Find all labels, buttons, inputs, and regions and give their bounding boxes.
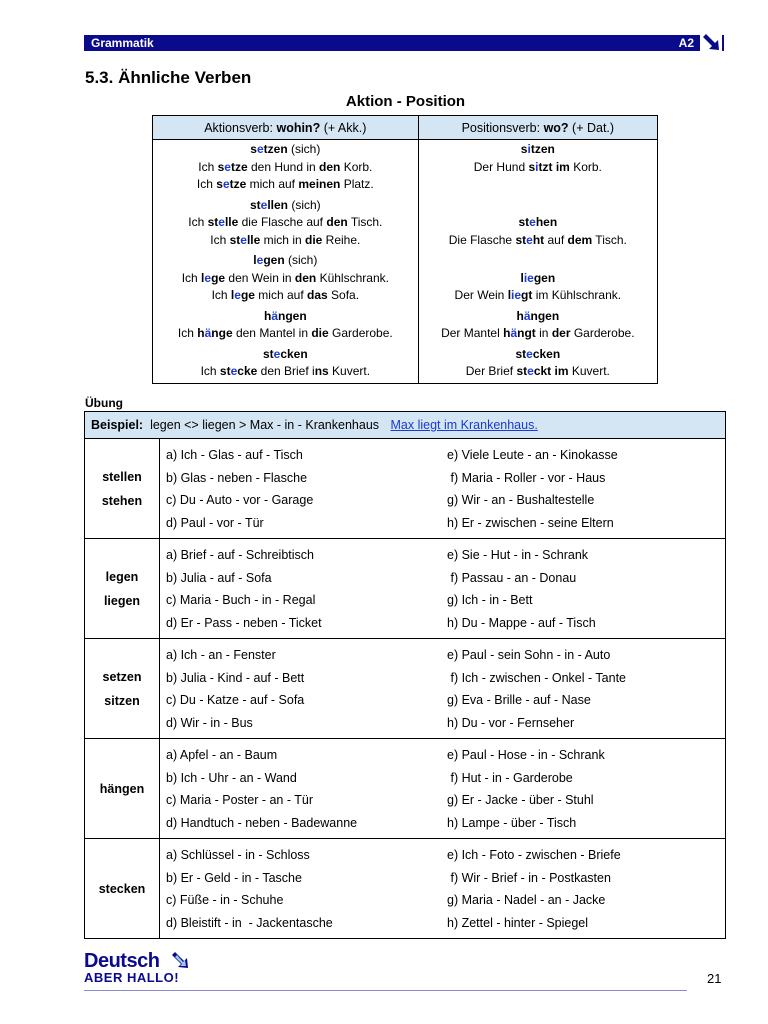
exercise-item: h) Er - zwischen - seine Eltern <box>447 515 614 530</box>
verb-line: Der Mantel hängt in der Garderobe. <box>441 326 635 340</box>
verb-pair-row <box>153 196 658 252</box>
verb-comparison-table <box>152 115 658 384</box>
exercise-item: e) Ich - Foto - zwischen - Briefe <box>447 848 621 862</box>
verb-line: hängen <box>516 308 560 323</box>
position-verb-cell <box>418 251 657 307</box>
exercise-item: d) Paul - vor - Tür <box>166 515 264 530</box>
verb-line: setzen (sich) <box>250 142 321 156</box>
exercise-verb: hängen <box>99 781 145 796</box>
exercise-group-row <box>85 439 726 539</box>
verb-line: stehen <box>518 215 558 229</box>
exercise-verb: sitzen <box>104 693 140 708</box>
exercise-table <box>84 411 726 939</box>
exercise-verbs-cell <box>85 639 160 739</box>
verb-line: Ich stelle die Flasche auf den Tisch. <box>188 215 383 229</box>
exercise-label: Übung <box>85 396 123 410</box>
table-subtitle: Aktion - Position <box>345 93 466 110</box>
exercise-item: f) Hut - in - Garderobe <box>447 770 573 785</box>
exercise-group-row <box>85 639 726 739</box>
verb-line: Der Hund sitzt im Korb. <box>473 159 602 174</box>
exercise-verb: stecken <box>98 881 146 896</box>
pointer-arrow-icon <box>700 33 722 53</box>
exercise-item: h) Zettel - hinter - Spiegel <box>447 915 589 930</box>
exercise-item: g) Er - Jacke - über - Stuhl <box>447 793 594 807</box>
exercise-item: c) Maria - Poster - an - Tür <box>166 793 314 807</box>
exercise-items-cell <box>160 439 726 539</box>
exercise-verb: legen <box>105 569 139 584</box>
exercise-item: b) Julia - auf - Sofa <box>166 570 272 585</box>
exercise-item: e) Paul - sein Sohn - in - Auto <box>447 648 611 662</box>
exercise-item: a) Ich - Glas - auf - Tisch <box>166 448 303 462</box>
verb-line: Der Wein liegt im Kühlschrank. <box>454 288 622 302</box>
section-header-bar <box>84 35 724 51</box>
exercise-items-cell <box>160 839 726 939</box>
exercise-item: b) Julia - Kind - auf - Bett <box>166 670 305 685</box>
logo-arrow-icon <box>170 952 190 972</box>
exercise-item: h) Du - vor - Fernseher <box>447 715 575 730</box>
action-verb-cell <box>153 345 419 384</box>
exercise-item: b) Er - Geld - in - Tasche <box>166 870 302 885</box>
verb-line: Der Brief steckt im Kuvert. <box>465 364 610 378</box>
verb-line: Ich stecke den Brief ins Kuvert. <box>200 364 371 378</box>
exercise-group-row <box>85 739 726 839</box>
verb-line <box>419 197 657 215</box>
verb-line: Ich stelle mich in die Reihe. <box>210 232 361 247</box>
position-verb-cell <box>418 196 657 252</box>
exercise-item: c) Füße - in - Schuhe <box>166 893 284 907</box>
exercise-item: h) Du - Mappe - auf - Tisch <box>447 615 596 630</box>
exercise-verbs-cell <box>85 739 160 839</box>
example-text: legen <> liegen > Max - in - Krankenhaus <box>150 418 380 432</box>
exercise-item: e) Paul - Hose - in - Schrank <box>447 748 605 762</box>
position-verb-cell <box>418 140 657 196</box>
exercise-item: c) Maria - Buch - in - Regal <box>166 593 316 607</box>
level-label: A2 <box>678 36 694 50</box>
example-answer-link[interactable]: Max liegt im Krankenhaus. <box>390 418 538 432</box>
verb-line <box>419 252 657 270</box>
exercise-item: g) Ich - in - Bett <box>447 593 533 607</box>
exercise-item: g) Maria - Nadel - an - Jacke <box>447 893 606 907</box>
exercise-items-cell <box>160 539 726 639</box>
page-title: 5.3. Ähnliche Verben <box>85 68 252 87</box>
exercise-verbs-cell <box>85 839 160 939</box>
verb-pair-row <box>153 345 658 384</box>
exercise-item: b) Glas - neben - Flasche <box>166 470 308 485</box>
logo-text-aber-hallo: ABER HALLO! <box>84 970 180 985</box>
exercise-item: g) Eva - Brille - auf - Nase <box>447 693 591 707</box>
exercise-verbs-cell <box>85 439 160 539</box>
action-verb-cell <box>153 140 419 196</box>
exercise-item: f) Ich - zwischen - Onkel - Tante <box>447 670 626 685</box>
verb-line: Ich setze den Hund in den Korb. <box>198 159 373 174</box>
verb-pair-row <box>153 307 658 345</box>
exercise-item: a) Apfel - an - Baum <box>166 748 278 762</box>
exercise-item: h) Lampe - über - Tisch <box>447 815 577 830</box>
section-label: Grammatik <box>91 36 154 50</box>
verb-pair-row <box>153 251 658 307</box>
verb-line: stellen (sich) <box>249 197 321 212</box>
verb-line: Ich lege den Wein in den Kühlschrank. <box>181 270 389 285</box>
exercise-verb: liegen <box>103 593 141 608</box>
logo-text-deutsch: Deutsch <box>84 950 160 972</box>
exercise-verb: stellen <box>102 469 142 484</box>
verb-line: stecken <box>262 346 308 361</box>
exercise-verb: setzen <box>102 669 142 684</box>
verb-line: sitzen <box>520 142 555 156</box>
exercise-item: a) Brief - auf - Schreibtisch <box>166 548 314 562</box>
exercise-item: b) Ich - Uhr - an - Wand <box>166 770 297 785</box>
column-header-position: Positionsverb: wo? (+ Dat.) <box>418 116 657 140</box>
exercise-item: g) Wir - an - Bushaltestelle <box>447 493 595 507</box>
page-number: 21 <box>707 971 722 986</box>
exercise-item: f) Wir - Brief - in - Postkasten <box>447 870 611 885</box>
exercise-item: a) Schlüssel - in - Schloss <box>166 848 310 862</box>
exercise-item: d) Bleistift - in - Jackentasche <box>166 915 333 930</box>
exercise-items-cell <box>160 639 726 739</box>
position-verb-cell <box>418 307 657 345</box>
exercise-item: a) Ich - an - Fenster <box>166 648 276 662</box>
exercise-item: e) Viele Leute - an - Kinokasse <box>447 448 618 462</box>
example-row <box>85 412 726 439</box>
exercise-item: d) Wir - in - Bus <box>166 715 253 730</box>
verb-line: Ich setze mich auf meinen Platz. <box>196 177 374 191</box>
action-verb-cell <box>153 251 419 307</box>
exercise-items-cell <box>160 739 726 839</box>
column-header-action: Aktionsverb: wohin? (+ Akk.) <box>153 116 419 140</box>
position-verb-cell <box>418 345 657 384</box>
example-label: Beispiel: <box>91 418 144 432</box>
exercise-group-row <box>85 839 726 939</box>
verb-pair-row <box>153 140 658 196</box>
action-verb-cell <box>153 196 419 252</box>
exercise-item: f) Passau - an - Donau <box>447 570 577 585</box>
exercise-item: e) Sie - Hut - in - Schrank <box>447 548 589 562</box>
verb-line: Ich hänge den Mantel in die Garderobe. <box>177 326 393 340</box>
exercise-item: c) Du - Katze - auf - Sofa <box>166 693 305 707</box>
verb-line: Ich lege mich auf das Sofa. <box>211 288 360 302</box>
exercise-item: f) Maria - Roller - vor - Haus <box>447 470 606 485</box>
footer-divider <box>84 990 687 991</box>
action-verb-cell <box>153 307 419 345</box>
exercise-item: c) Du - Auto - vor - Garage <box>166 493 314 507</box>
deutsch-aber-hallo-logo <box>84 950 179 985</box>
verb-line: hängen <box>263 308 307 323</box>
verb-line: stecken <box>515 346 561 361</box>
exercise-item: d) Er - Pass - neben - Ticket <box>166 615 322 630</box>
exercise-item: d) Handtuch - neben - Badewanne <box>166 815 358 830</box>
verb-line: liegen <box>520 270 556 285</box>
exercise-group-row <box>85 539 726 639</box>
verb-line: Die Flasche steht auf dem Tisch. <box>448 232 627 247</box>
exercise-verb: stehen <box>101 493 143 508</box>
exercise-verbs-cell <box>85 539 160 639</box>
verb-line: legen (sich) <box>253 253 318 267</box>
